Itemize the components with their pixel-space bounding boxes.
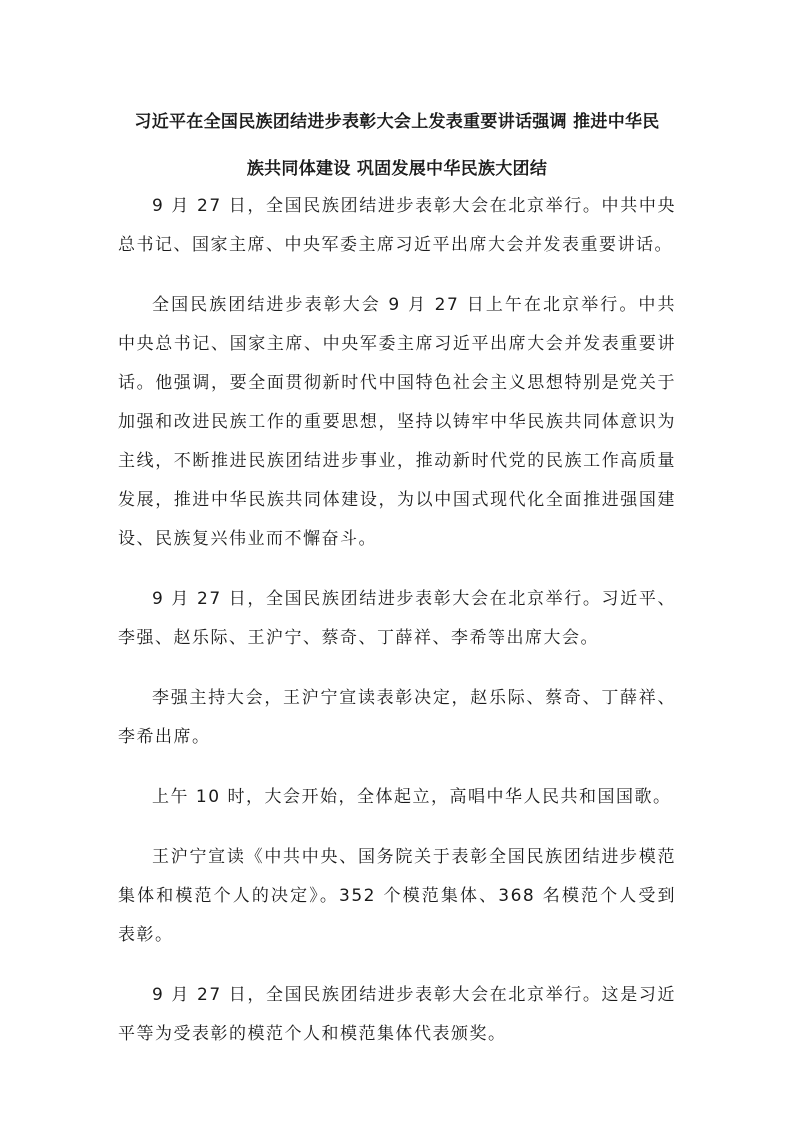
title-line-2: 族共同体建设 巩固发展中华民族大团结: [246, 159, 548, 179]
paragraph: 9 月 27 日，全国民族团结进步表彰大会在北京举行。这是习近平等为受表彰的模范个人和模范集体代表颁奖。: [118, 985, 676, 1044]
document-title: [118, 99, 676, 193]
paragraph: 李强主持大会，王沪宁宣读表彰决定，赵乐际、蔡奇、丁薛祥、李希出席。: [118, 688, 676, 747]
paragraph: 全国民族团结进步表彰大会 9 月 27 日上午在北京举行。中共中央总书记、国家主席、中央军委主席习近平出席大会并发表重要讲话。他强调，要全面贯彻新时代中国特色社会主义思想特别是党关于加强和改进民族工作的重要思想，坚持以铸牢中华民族共同体意识为主线，不断推进民族团结进步事业，推动新时代党的民族工作高质量发展，推进中华民族共同体建设，为以中国式现代化全面推进强国建设、民族复兴伟业而不懈奋斗。: [118, 295, 676, 549]
paragraph: 9 月 27 日，全国民族团结进步表彰大会在北京举行。中共中央总书记、国家主席、中央军委主席习近平出席大会并发表重要讲话。: [118, 196, 676, 255]
document-body: [118, 187, 676, 1075]
paragraph: 王沪宁宣读《中共中央、国务院关于表彰全国民族团结进步模范集体和模范个人的决定》。352 个模范集体、368 名模范个人受到表彰。: [118, 847, 676, 945]
title-line-1: 习近平在全国民族团结进步表彰大会上发表重要讲话强调 推进中华民: [134, 112, 660, 132]
paragraph: 9 月 27 日，全国民族团结进步表彰大会在北京举行。习近平、李强、赵乐际、王沪宁、蔡奇、丁薛祥、李希等出席大会。: [118, 589, 676, 648]
paragraph: 上午 10 时，大会开始，全体起立，高唱中华人民共和国国歌。: [152, 787, 672, 807]
